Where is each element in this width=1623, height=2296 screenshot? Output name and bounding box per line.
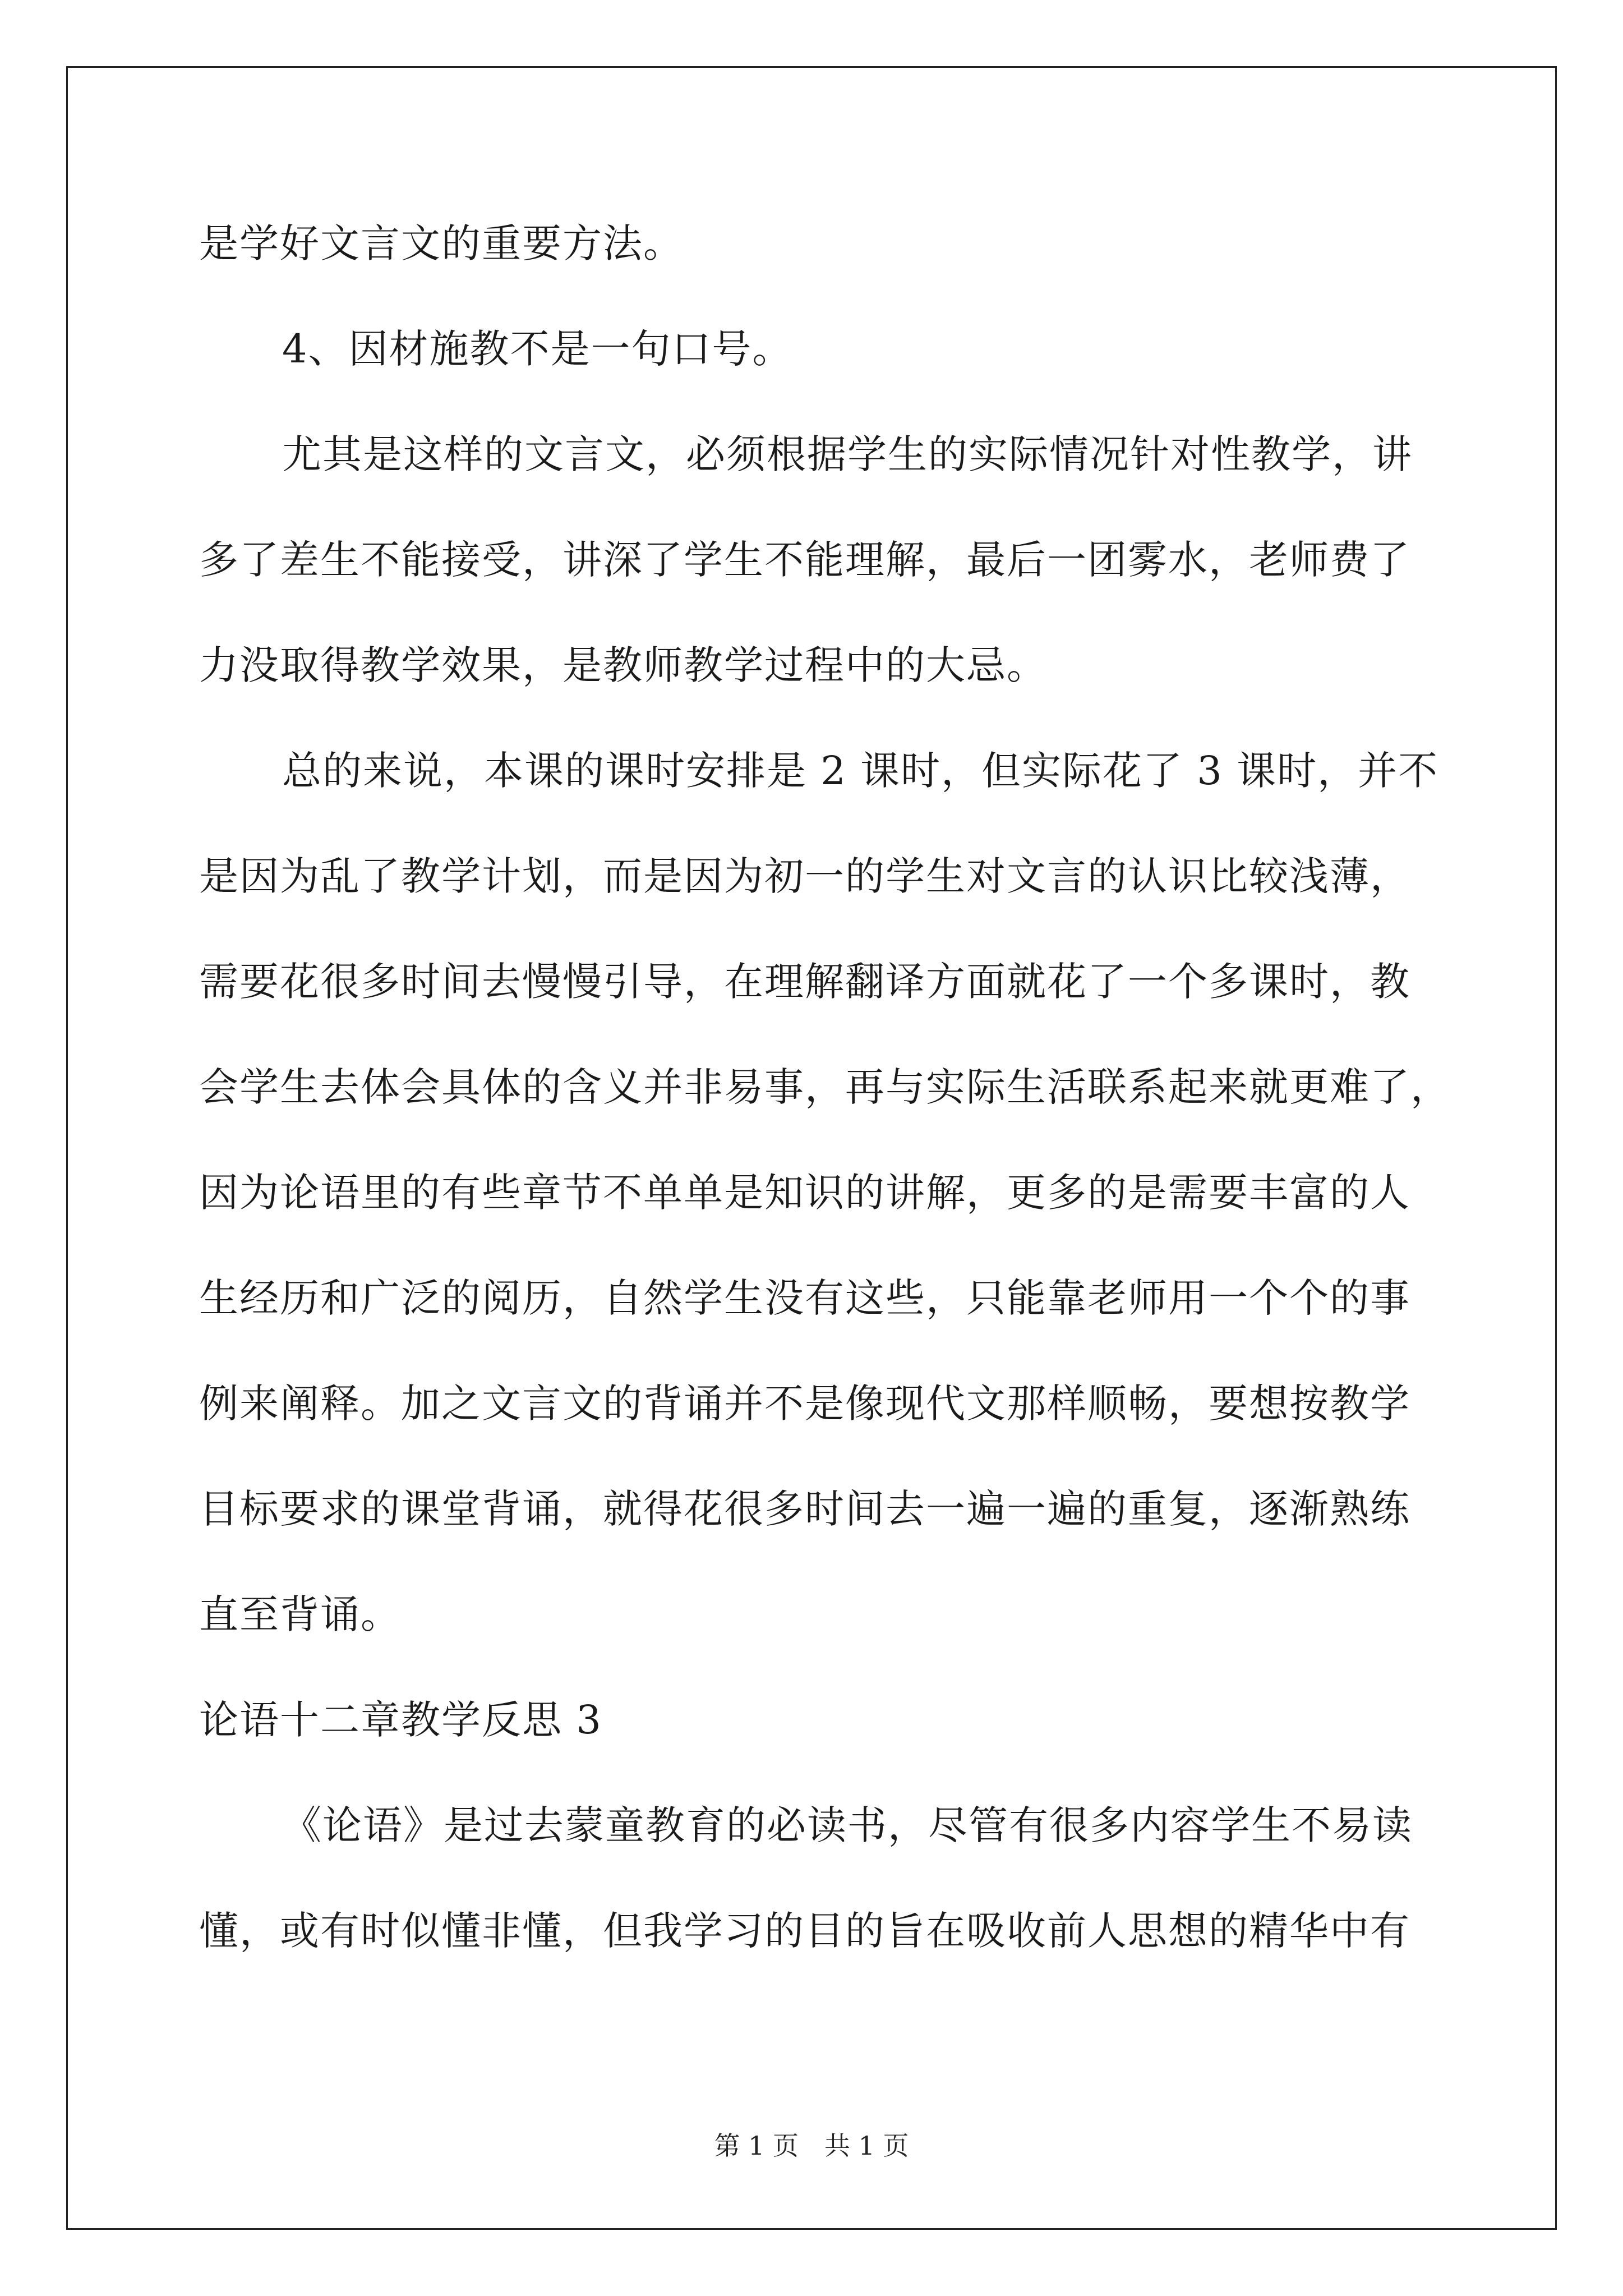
text-line: 例来阐释。加之文言文的背诵并不是像现代文那样顺畅，要想按教学 <box>199 1381 1410 1427</box>
text-line: 尤其是这样的文言文，必须根据学生的实际情况针对性教学，讲 <box>282 431 1413 477</box>
text-line: 需要花很多时间去慢慢引导，在理解翻译方面就花了一个多课时，教 <box>199 959 1410 1005</box>
text-line: 懂，或有时似懂非懂，但我学习的目的旨在吸收前人思想的精华中有 <box>199 1908 1410 1954</box>
text-line: 力没取得教学效果，是教师教学过程中的大忌。 <box>199 642 1047 688</box>
text-line: 生经历和广泛的阅历，自然学生没有这些，只能靠老师用一个个的事 <box>199 1275 1410 1321</box>
text-line: 4、因材施教不是一句口号。 <box>282 326 793 372</box>
text-line: 是因为乱了教学计划，而是因为初一的学生对文言的认识比较浅薄， <box>199 853 1410 899</box>
text-line: 目标要求的课堂背诵，就得花很多时间去一遍一遍的重复，逐渐熟练 <box>199 1486 1410 1532</box>
text-line: 是学好文言文的重要方法。 <box>199 220 684 266</box>
text-line: 会学生去体会具体的含义并非易事，再与实际生活联系起来就更难了， <box>199 1064 1451 1110</box>
text-line: 总的来说，本课的课时安排是 2 课时，但实际花了 3 课时，并不 <box>282 748 1439 794</box>
section-heading: 论语十二章教学反思 3 <box>199 1697 602 1743</box>
text-line: 直至背诵。 <box>199 1591 401 1637</box>
text-line: 多了差生不能接受，讲深了学生不能理解，最后一团雾水，老师费了 <box>199 537 1410 583</box>
page-number-footer: 第 1 页 共 1 页 <box>714 2131 909 2161</box>
text-line: 《论语》是过去蒙童教育的必读书，尽管有很多内容学生不易读 <box>282 1802 1413 1848</box>
text-line: 因为论语里的有些章节不单单是知识的讲解，更多的是需要丰富的人 <box>199 1170 1410 1216</box>
